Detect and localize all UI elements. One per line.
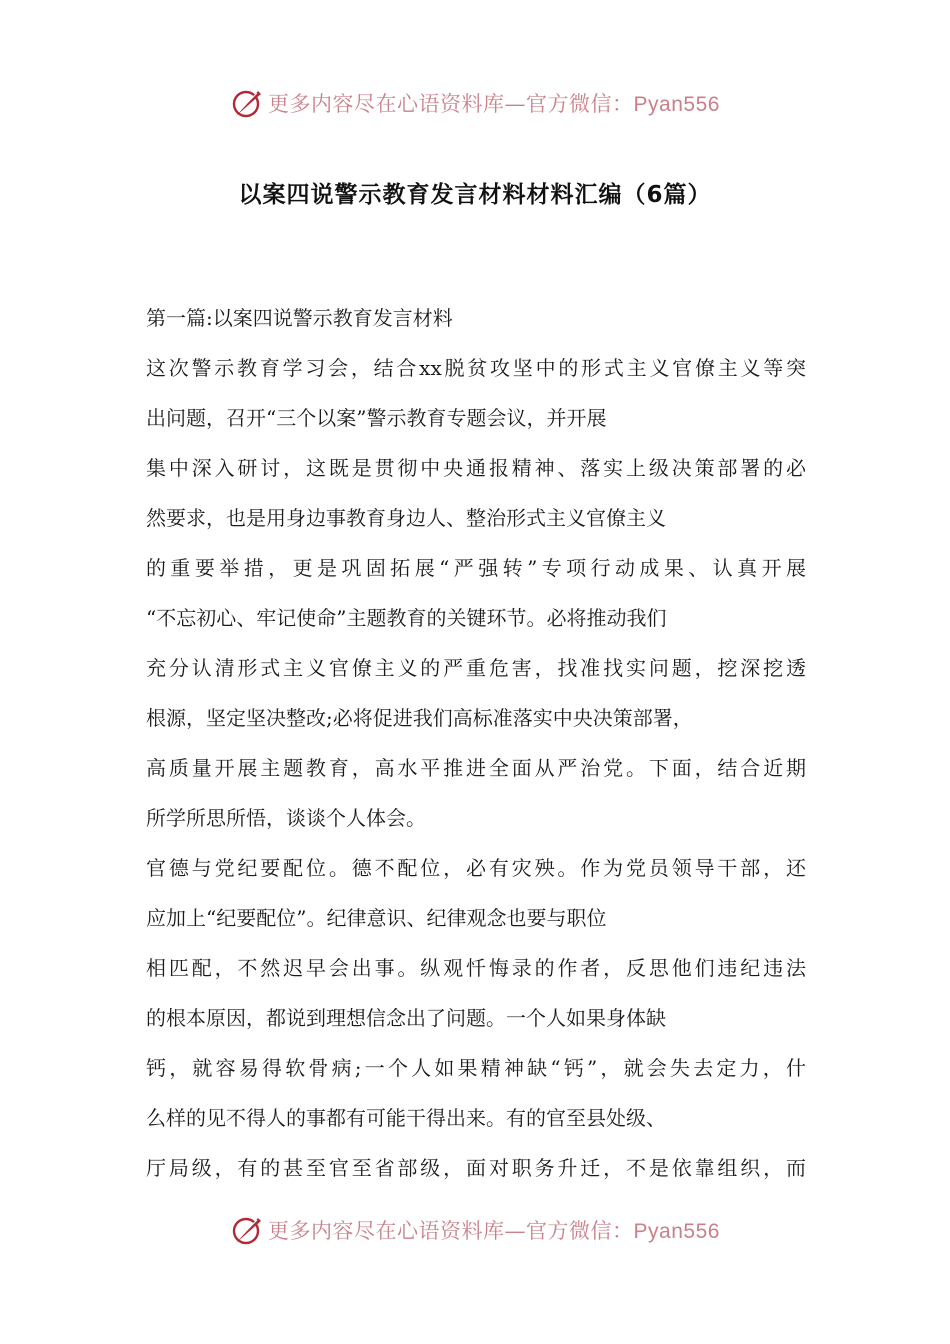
banner-wechat-id: Pyan556 <box>633 1220 720 1243</box>
banner-text: 更多内容尽在心语资料库—官方微信： <box>268 1219 634 1243</box>
quill-logo-icon <box>230 1213 264 1247</box>
body-line: 应加上“纪要配位”。纪律意识、纪律观念也要与职位 <box>146 906 607 930</box>
quill-logo-icon <box>230 86 264 120</box>
body-line: 根源，坚定坚决整改;必将促进我们高标准落实中央决策部署， <box>146 706 693 730</box>
banner-text: 更多内容尽在心语资料库—官方微信： <box>268 92 634 116</box>
header-banner <box>0 83 950 123</box>
body-line: 这次警示教育学习会，结合xx脱贫攻坚中的形式主义官僚主义等突 <box>146 356 806 380</box>
body-line: 的根本原因，都说到理想信念出了问题。一个人如果身体缺 <box>146 1006 666 1030</box>
body-line: 官德与党纪要配位。德不配位，必有灾殃。作为党员领导干部，还 <box>146 856 806 880</box>
body-line: 高质量开展主题教育，高水平推进全面从严治党。下面，结合近期 <box>146 756 806 780</box>
body-line: 相匹配，不然迟早会出事。纵观忏悔录的作者，反思他们违纪违法 <box>146 956 806 980</box>
body-line: 厅局级，有的甚至官至省部级，面对职务升迁，不是依靠组织，而 <box>146 1156 806 1180</box>
body-line: 第一篇:以案四说警示教育发言材料 <box>146 306 453 330</box>
body-line: 钙，就容易得软骨病;一个人如果精神缺“钙”，就会失去定力，什 <box>146 1056 806 1080</box>
footer-banner <box>0 1210 950 1250</box>
body-line: 的重要举措，更是巩固拓展“严强转”专项行动成果、认真开展 <box>146 556 806 580</box>
body-line: “不忘初心、牢记使命”主题教育的关键环节。必将推动我们 <box>146 606 667 630</box>
body-line: 集中深入研讨，这既是贯彻中央通报精神、落实上级决策部署的必 <box>146 456 806 480</box>
document-title: 以案四说警示教育发言材料材料汇编（6篇） <box>238 182 712 208</box>
body-line: 然要求，也是用身边事教育身边人、整治形式主义官僚主义 <box>146 506 666 530</box>
document-body <box>146 296 806 1196</box>
body-line: 所学所思所悟，谈谈个人体会。 <box>146 806 426 830</box>
body-line: 充分认清形式主义官僚主义的严重危害，找准找实问题，挖深挖透 <box>146 656 806 680</box>
banner-wechat-id: Pyan556 <box>633 93 720 116</box>
body-line: 么样的见不得人的事都有可能干得出来。有的官至县处级、 <box>146 1106 666 1130</box>
body-line: 出问题，召开“三个以案”警示教育专题会议，并开展 <box>146 406 607 430</box>
